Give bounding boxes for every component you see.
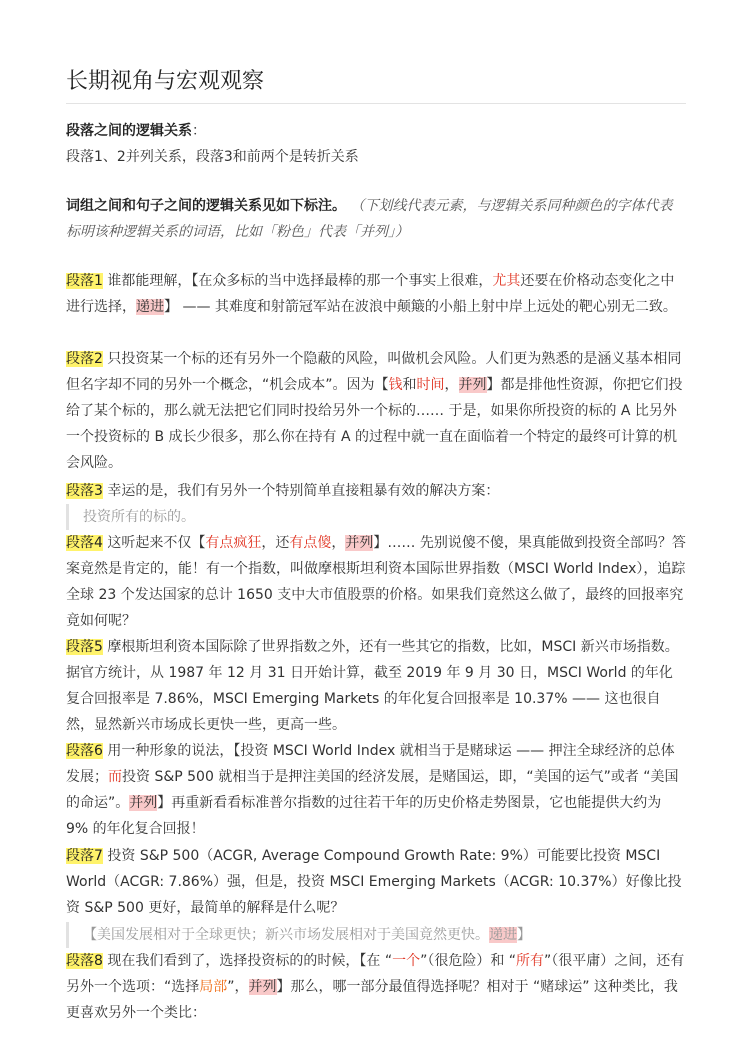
element-word: 所有 <box>516 953 545 969</box>
paragraph-text: ， <box>444 377 459 393</box>
paragraph-4 <box>66 530 686 634</box>
element-word: 时间 <box>416 377 445 393</box>
element-word: 一个 <box>392 953 421 969</box>
paragraph-2 <box>66 346 686 476</box>
paragraph-text: ”（很危险）和 “ <box>420 953 517 969</box>
paragraph-text: 】都是排他性资源，你把它们投给了某个标的，那么就无法把它们同时投给另外一个标的…… 于是，如果你所投资的标的 A 比另外一个投资标的 B 成长少很多，那么你在持有 A 的过程中就一直在面临着一个特定的最终可计算的机会风险。 <box>66 377 683 471</box>
paragraph-text: ”（很平庸）之间，还有另外一个选项：“选择 <box>66 953 685 995</box>
logic-section <box>66 118 686 170</box>
paragraph-3 <box>66 478 686 504</box>
paragraph-text: 投资 S&P 500 就相当于是押注美国的经济发展，是赌国运，即，“美国的运气”或者 “美国的命运”。 <box>66 769 679 811</box>
paragraph-5 <box>66 634 686 738</box>
paragraph-6 <box>66 738 686 842</box>
relation-highlight: 并列 <box>458 377 487 393</box>
note-italic: （下划线代表元素，与逻辑关系同种颜色的字体代表标明该种逻辑关系的词语，比如「粉色」代表「并列」） <box>66 198 673 240</box>
relation-highlight: 递进 <box>489 927 517 943</box>
paragraph-text: 和 <box>402 377 417 393</box>
relation-highlight: 递进 <box>136 299 164 315</box>
element-word: 有点傻 <box>289 535 332 551</box>
paragraph-7 <box>66 843 686 921</box>
blockquote <box>66 922 683 948</box>
paragraph-tag: 段落7 <box>66 848 103 864</box>
paragraph-text: 谁都能理解，【在众多标的当中选择最棒的那一个事实上很难， <box>102 273 493 289</box>
element-word: 局部 <box>199 979 228 995</box>
relation-highlight: 并列 <box>345 535 374 551</box>
quote-text: 投资所有的标的。 <box>83 509 195 525</box>
logic-word: 尤其 <box>492 273 521 289</box>
quote-text: 】 <box>517 927 531 943</box>
page-title: 长期视角与宏观观察 <box>66 69 265 94</box>
paragraph-tag: 段落8 <box>66 953 103 969</box>
paragraph-text: 还要在价格动态变化之中进行选择， <box>66 273 675 315</box>
logic-word: 而 <box>108 769 122 785</box>
paragraph-text: 】…… 先别说傻不傻，果真能做到投资全部吗？答案竟然是肯定的，能！有一个指数，叫做摩根斯坦利资本国际世界指数（MSCI World Index），追踪全球 23 个发达国家的总计 1650 支中大市值股票的价格。如果我们竟然这么做了，最终的回报率究竟如何呢？ <box>66 535 686 629</box>
paragraph-tag: 段落1 <box>66 273 103 289</box>
logic-text: 段落1、2并列关系，段落3和前两个是转折关系 <box>66 149 359 165</box>
paragraph-tag: 段落5 <box>66 639 103 655</box>
paragraph-tag: 段落4 <box>66 535 103 551</box>
paragraph-text: 摩根斯坦利资本国际除了世界指数之外，还有一些其它的指数，比如，MSCI 新兴市场指数。据官方统计，从 1987 年 12 月 31 日开始计算，截至 2019 年 9 月 30 日，MSCI World 的年化复合回报率是 7.86%，MSCI Emerging Markets 的年化复合回报率是 10.37% —— 这也很自然，显然新兴市场成长更快一些，更高一些。 <box>66 639 679 733</box>
title-divider <box>66 103 686 104</box>
paragraph-text: 幸运的是，我们有另外一个特别简单直接粗暴有效的解决方案： <box>102 483 500 499</box>
paragraph-text: ，还 <box>261 535 290 551</box>
paragraph-text: 】那么，哪一部分最值得选择呢？相对于 “赌球运” 这种类比，我更喜欢另外一个类比： <box>66 979 678 1021</box>
paragraph-text: 这听起来不仅【 <box>102 535 206 551</box>
paragraph-8 <box>66 948 686 1026</box>
blockquote <box>66 504 683 530</box>
paragraph-text: ， <box>331 535 346 551</box>
logic-colon: ： <box>192 123 206 139</box>
logic-label: 段落之间的逻辑关系 <box>66 123 192 139</box>
paragraph-tag: 段落2 <box>66 351 103 367</box>
paragraph-1 <box>66 268 686 320</box>
relation-highlight: 并列 <box>248 979 277 995</box>
paragraph-text: 】再重新看看标准普尔指数的过往若干年的历史价格走势图景，它也能提供大约为 9% 的年化复合回报！ <box>66 795 662 837</box>
paragraph-tag: 段落6 <box>66 743 103 759</box>
element-word: 有点疯狂 <box>205 535 262 551</box>
paragraph-text: 投资 S&P 500（ACGR, Average Compound Growth Rate: 9%）可能要比投资 MSCI World（ACGR: 7.86%）强，但是，投资 MSCI Emerging Markets（ACGR: 10.37%）好像比投资 S&P 500 更好，最简单的解释是什么呢？ <box>66 848 682 916</box>
paragraph-text: 只投资某一个标的还有另外一个隐蔽的风险，叫做机会风险。人们更为熟悉的是涵义基本相同但名字却不同的另外一个概念，“机会成本”。因为【 <box>66 351 682 393</box>
quote-text: 【美国发展相对于全球更快；新兴市场发展相对于美国竟然更快。 <box>83 927 489 943</box>
element-word: 钱 <box>388 377 403 393</box>
paragraph-text: 用一种形象的说法，【投资 MSCI World Index 就相当于是赌球运 —— 押注全球经济的总体发展； <box>66 743 675 785</box>
relation-highlight: 并列 <box>129 795 158 811</box>
paragraph-text: ”， <box>227 979 249 995</box>
note-bold: 词组之间和句子之间的逻辑关系见如下标注。 <box>66 198 346 214</box>
paragraph-tag: 段落3 <box>66 483 103 499</box>
paragraph-text: 现在我们看到了，选择投资标的的时候，【在 “ <box>102 953 393 969</box>
paragraph-text: 】 —— 其难度和射箭冠军站在波浪中颠簸的小船上射中岸上远处的靶心别无二致。 <box>164 299 677 315</box>
annotation-note <box>66 193 686 245</box>
